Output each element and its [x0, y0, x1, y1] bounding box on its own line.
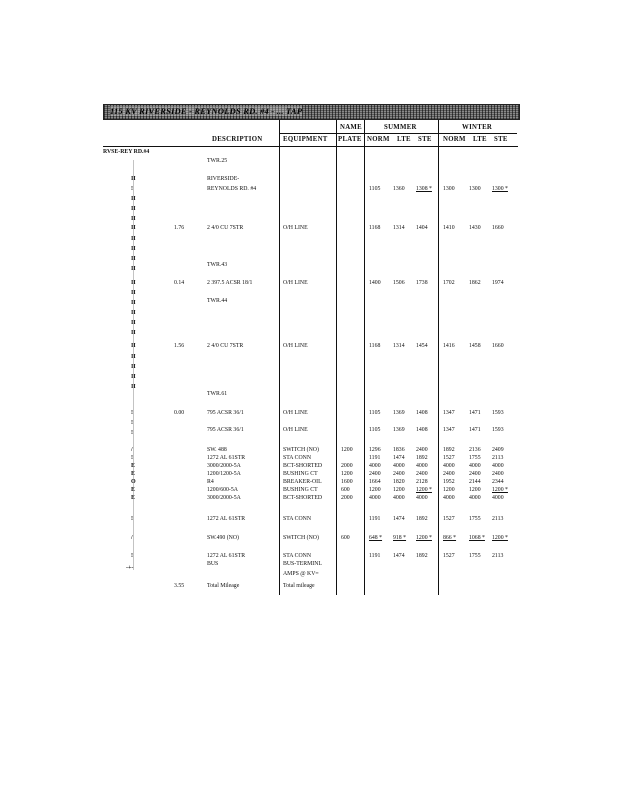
line-marker: II	[131, 206, 136, 212]
summer-norm-cell: 1191	[369, 455, 381, 461]
summer-lte-cell: 4000	[393, 463, 405, 469]
header-winter-ste: STE	[494, 136, 508, 143]
line-marker: II	[131, 343, 136, 349]
description-cell: REYNOLDS RD. #4	[207, 186, 257, 192]
mileage-cell: 0.14	[174, 280, 185, 286]
winter-ste-cell: 1593	[492, 410, 504, 416]
line-id: RVSE-REY RD.#4	[103, 149, 150, 155]
summer-ste-cell: 2128	[416, 479, 428, 485]
description-cell: TWR.43	[207, 262, 228, 268]
winter-norm-cell: 1952	[443, 479, 455, 485]
nameplate-cell: 2000	[341, 495, 353, 501]
description-cell: 795 ACSR 36/1	[207, 410, 244, 416]
description-cell: 2 4/0 CU 7STR	[207, 343, 244, 349]
winter-ste-cell: 1660	[492, 225, 504, 231]
line-marker: /	[131, 535, 133, 541]
description-cell: Total Mileage	[207, 583, 240, 589]
winter-norm-cell: 1416	[443, 343, 455, 349]
line-marker: !	[131, 516, 133, 522]
winter-norm-cell: 1410	[443, 225, 455, 231]
winter-norm-cell: 4000	[443, 463, 455, 469]
winter-norm-cell: 2400	[443, 471, 455, 477]
line-marker: E	[131, 487, 136, 493]
winter-norm-cell: 1347	[443, 410, 455, 416]
winter-ste-cell: 2113	[492, 455, 504, 461]
summer-ste-cell: 2400	[416, 447, 428, 453]
summer-ste-cell: 1408	[416, 410, 428, 416]
winter-lte-cell: 4000	[469, 495, 481, 501]
winter-ste-cell: 4000	[492, 463, 504, 469]
summer-ste-cell: 1892	[416, 516, 428, 522]
winter-norm-cell: 1527	[443, 455, 455, 461]
winter-lte-cell: 1755	[469, 516, 481, 522]
summer-ste-cell: 1200 *	[416, 487, 432, 493]
summer-norm-cell: 1105	[369, 410, 381, 416]
line-marker: !	[131, 455, 133, 461]
winter-ste-cell: 2409	[492, 447, 504, 453]
summer-norm-cell: 1168	[369, 225, 381, 231]
winter-lte-cell: 1068 *	[469, 535, 485, 541]
summer-lte-cell: 1836	[393, 447, 405, 453]
summer-norm-cell: 4000	[369, 495, 381, 501]
winter-ste-cell: 1300 *	[492, 186, 508, 192]
summer-lte-cell: 2400	[393, 471, 405, 477]
equipment-cell: O/H LINE	[283, 343, 308, 349]
summer-lte-cell: 4000	[393, 495, 405, 501]
equipment-cell: STA CONN	[283, 553, 312, 559]
header-winter-norm: NORM	[443, 136, 466, 143]
header-summer-lte: LTE	[397, 136, 411, 143]
summer-norm-cell: 1105	[369, 186, 381, 192]
description-cell: 1272 AL 61STR	[207, 455, 246, 461]
summer-ste-cell: 1892	[416, 553, 428, 559]
line-marker: II	[131, 266, 136, 272]
summer-norm-cell: 1168	[369, 343, 381, 349]
line-marker: II	[131, 364, 136, 370]
line-marker: II	[131, 196, 136, 202]
summer-ste-cell: 1454	[416, 343, 428, 349]
summer-lte-cell: 1474	[393, 553, 405, 559]
line-marker: II	[131, 176, 136, 182]
description-cell: R4	[207, 479, 214, 485]
col-divider	[336, 120, 337, 595]
winter-ste-cell: 1660	[492, 343, 504, 349]
header-equipment: EQUIPMENT	[283, 136, 328, 143]
summer-lte-cell: 1474	[393, 455, 405, 461]
summer-norm-cell: 4000	[369, 463, 381, 469]
winter-ste-cell: 1200 *	[492, 487, 508, 493]
line-marker: !	[131, 553, 133, 559]
summer-norm-cell: 1200	[369, 487, 381, 493]
equipment-cell: BCT-SHORTED	[283, 463, 323, 469]
line-marker: II	[131, 236, 136, 242]
summer-norm-cell: 1191	[369, 516, 381, 522]
summer-lte-cell: 1314	[393, 343, 405, 349]
nameplate-cell: 2000	[341, 463, 353, 469]
line-marker: E	[131, 495, 136, 501]
equipment-cell: O/H LINE	[283, 427, 308, 433]
line-marker: -+-	[126, 565, 134, 571]
col-divider	[279, 120, 280, 595]
description-cell: 3000/2000-5A	[207, 463, 241, 469]
line-marker: II	[131, 300, 136, 306]
nameplate-cell: 1200	[341, 447, 353, 453]
line-marker: O	[131, 479, 136, 485]
winter-lte-cell: 1755	[469, 553, 481, 559]
summer-norm-cell: 1105	[369, 427, 381, 433]
header-summer: SUMMER	[384, 124, 417, 131]
line-marker: E	[131, 471, 136, 477]
winter-norm-cell: 4000	[443, 495, 455, 501]
winter-norm-cell: 1527	[443, 553, 455, 559]
winter-lte-cell: 1458	[469, 343, 481, 349]
description-cell: 2 397.5 ACSR 18/1	[207, 280, 253, 286]
summer-lte-cell: 1820	[393, 479, 405, 485]
winter-ste-cell: 1974	[492, 280, 504, 286]
summer-lte-cell: 1474	[393, 516, 405, 522]
line-marker: !	[131, 410, 133, 416]
equipment-cell: STA CONN	[283, 516, 312, 522]
equipment-cell: BUSHING CT	[283, 471, 318, 477]
winter-ste-cell: 2113	[492, 553, 504, 559]
description-cell: 2 4/0 CU 7STR	[207, 225, 244, 231]
nameplate-cell: 1200	[341, 471, 353, 477]
summer-norm-cell: 1296	[369, 447, 381, 453]
title-banner	[103, 104, 520, 120]
equipment-cell: O/H LINE	[283, 225, 308, 231]
summer-ste-cell: 4000	[416, 463, 428, 469]
description-cell: SW. 488	[207, 447, 227, 453]
winter-lte-cell: 4000	[469, 463, 481, 469]
equipment-cell: SWITCH (NO)	[283, 447, 319, 453]
banner-title: 115 KV RIVERSIDE - REYNOLDS RD. #4 - ... TAP	[110, 106, 303, 116]
line-marker: II	[131, 246, 136, 252]
winter-norm-cell: 1300	[443, 186, 455, 192]
winter-norm-cell: 1347	[443, 427, 455, 433]
summer-lte-cell: 1360	[393, 186, 405, 192]
line-marker: II	[131, 330, 136, 336]
description-cell: TWR.44	[207, 298, 228, 304]
description-cell: 1272 AL 61STR	[207, 553, 246, 559]
winter-ste-cell: 1200 *	[492, 535, 508, 541]
winter-ste-cell: 1593	[492, 427, 504, 433]
line-marker: !	[131, 420, 133, 426]
line-marker: II	[131, 256, 136, 262]
winter-ste-cell: 2400	[492, 471, 504, 477]
summer-norm-cell: 648 *	[369, 535, 383, 541]
equipment-cell: BREAKER-OIL	[283, 479, 322, 485]
nameplate-cell: 1600	[341, 479, 353, 485]
line-marker: II	[131, 280, 136, 286]
header-summer-norm: NORM	[367, 136, 390, 143]
mileage-cell: 0.00	[174, 410, 185, 416]
line-marker: !	[131, 430, 133, 436]
mileage-cell: 1.76	[174, 225, 185, 231]
summer-ste-cell: 1408	[416, 427, 428, 433]
summer-norm-cell: 1400	[369, 280, 381, 286]
summer-ste-cell: 1892	[416, 455, 428, 461]
description-cell: TWR.25	[207, 158, 228, 164]
line-marker: II	[131, 290, 136, 296]
summer-ste-cell: 1738	[416, 280, 428, 286]
equipment-cell: O/H LINE	[283, 410, 308, 416]
summer-ste-cell: 2400	[416, 471, 428, 477]
winter-lte-cell: 2400	[469, 471, 481, 477]
header-winter-lte: LTE	[473, 136, 487, 143]
description-cell: 1200/1200-5A	[207, 471, 241, 477]
winter-lte-cell: 2136	[469, 447, 481, 453]
description-cell: SW.490 (NO)	[207, 535, 239, 541]
col-divider	[438, 120, 439, 595]
summer-norm-cell: 1664	[369, 479, 381, 485]
line-marker: II	[131, 320, 136, 326]
header-rule	[103, 146, 518, 147]
winter-lte-cell: 1471	[469, 427, 481, 433]
equipment-cell: BUSHING CT	[283, 487, 318, 493]
summer-norm-cell: 2400	[369, 471, 381, 477]
header-rule	[279, 133, 517, 134]
winter-ste-cell: 2344	[492, 479, 504, 485]
winter-norm-cell: 1200	[443, 487, 455, 493]
mileage-cell: 3.55	[174, 583, 185, 589]
col-divider	[364, 120, 365, 595]
line-marker: II	[131, 354, 136, 360]
winter-ste-cell: 4000	[492, 495, 504, 501]
mileage-cell: 1.56	[174, 343, 185, 349]
equipment-cell: BCT-SHORTED	[283, 495, 323, 501]
nameplate-cell: 600	[341, 487, 350, 493]
summer-ste-cell: 1200 *	[416, 535, 432, 541]
summer-lte-cell: 1314	[393, 225, 405, 231]
line-marker: II	[131, 384, 136, 390]
line-marker: II	[131, 310, 136, 316]
header-winter: WINTER	[462, 124, 493, 131]
summer-lte-cell: 1369	[393, 427, 405, 433]
description-cell: TWR.61	[207, 391, 228, 397]
description-cell: BUS	[207, 561, 219, 567]
winter-lte-cell: 1200	[469, 487, 481, 493]
winter-lte-cell: 1300	[469, 186, 481, 192]
winter-ste-cell: 2113	[492, 516, 504, 522]
equipment-cell: SWITCH (NO)	[283, 535, 319, 541]
description-cell: RIVERSIDE-	[207, 176, 240, 182]
line-marker: /	[131, 447, 133, 453]
summer-ste-cell: 1308 *	[416, 186, 432, 192]
description-cell: 1200/600-5A	[207, 487, 238, 493]
equipment-cell: STA CONN	[283, 455, 312, 461]
winter-norm-cell: 866 *	[443, 535, 457, 541]
line-marker: !	[131, 186, 133, 192]
header-description: DESCRIPTION	[212, 136, 263, 143]
winter-lte-cell: 1755	[469, 455, 481, 461]
summer-ste-cell: 4000	[416, 495, 428, 501]
summer-lte-cell: 918 *	[393, 535, 407, 541]
equipment-cell: Total mileage	[283, 583, 315, 589]
summer-lte-cell: 1200	[393, 487, 405, 493]
equipment-cell: BUS-TERMINL	[283, 561, 322, 567]
summer-lte-cell: 1506	[393, 280, 405, 286]
header-plate: PLATE	[338, 136, 362, 143]
winter-norm-cell: 1892	[443, 447, 455, 453]
description-cell: 1272 AL 61STR	[207, 516, 246, 522]
line-marker: II	[131, 374, 136, 380]
description-cell: 3000/2000-5A	[207, 495, 241, 501]
summer-lte-cell: 1369	[393, 410, 405, 416]
winter-lte-cell: 1471	[469, 410, 481, 416]
equipment-cell: AMPS @ KV=	[283, 571, 319, 577]
winter-lte-cell: 1430	[469, 225, 481, 231]
summer-norm-cell: 1191	[369, 553, 381, 559]
winter-lte-cell: 2144	[469, 479, 481, 485]
equipment-cell: O/H LINE	[283, 280, 308, 286]
header-summer-ste: STE	[418, 136, 432, 143]
nameplate-cell: 600	[341, 535, 350, 541]
line-marker: II	[131, 216, 136, 222]
line-marker: II	[131, 225, 136, 231]
header-name: NAME	[340, 124, 362, 131]
winter-lte-cell: 1862	[469, 280, 481, 286]
line-marker: E	[131, 463, 136, 469]
winter-norm-cell: 1702	[443, 280, 455, 286]
summer-ste-cell: 1404	[416, 225, 428, 231]
description-cell: 795 ACSR 36/1	[207, 427, 244, 433]
winter-norm-cell: 1527	[443, 516, 455, 522]
